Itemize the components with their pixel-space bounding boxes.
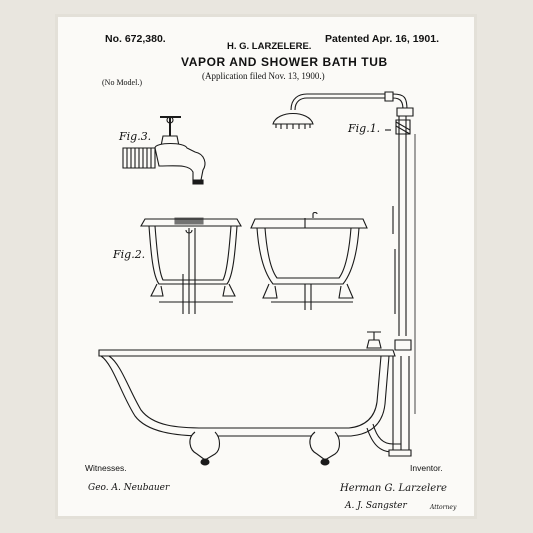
inventor-label: Inventor.	[410, 463, 443, 473]
witnesses-label: Witnesses.	[85, 463, 127, 473]
fig2-label: Fig.2.	[113, 248, 146, 261]
model-note: (No Model.)	[102, 78, 142, 87]
fig3-label: Fig.3.	[119, 130, 152, 143]
patent-number: No. 672,380.	[105, 33, 166, 45]
application-date: (Application filed Nov. 13, 1900.)	[202, 71, 325, 81]
patent-title: VAPOR AND SHOWER BATH TUB	[181, 55, 388, 69]
patent-sheet	[55, 14, 477, 519]
inventor-signature: Herman G. Larzelere	[340, 483, 447, 494]
patent-date: Patented Apr. 16, 1901.	[325, 33, 439, 45]
inventor-name: H. G. LARZELERE.	[227, 41, 312, 52]
faucet-drawing	[123, 117, 205, 184]
fig1-label: Fig.1.	[348, 122, 381, 135]
attorney-signature: A. J. Sangster	[345, 501, 407, 511]
patent-drawing	[55, 14, 477, 519]
tub-section-right	[251, 213, 367, 311]
shower-assembly	[273, 92, 415, 414]
bathtub-drawing	[99, 332, 411, 465]
attorney-suffix: Attorney	[430, 504, 457, 511]
witness-signature: Geo. A. Neubauer	[88, 483, 170, 493]
tub-section-left	[141, 218, 241, 314]
